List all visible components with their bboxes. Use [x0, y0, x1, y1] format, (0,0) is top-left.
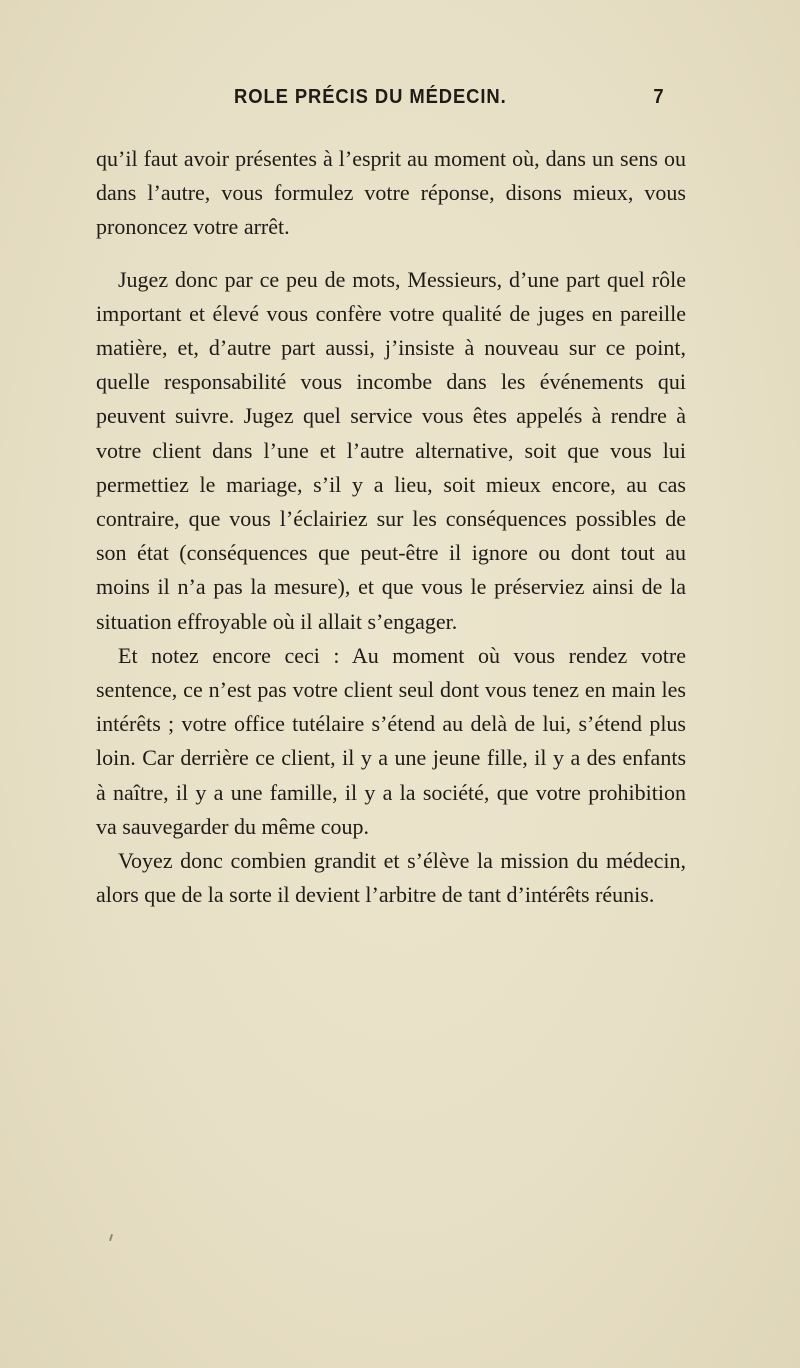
running-head: [96, 86, 665, 112]
body-text: [96, 142, 686, 912]
paragraph: Jugez donc par ce peu de mots, Messieurs, d’une part quel rôle important et élevé vous confère votre qualité de juges en pareille matière, et, d’autre part aussi, j’insiste à nouveau sur ce point, quelle responsabilité vous incombe dans les événements qui peuvent suivre. Jugez quel service vous êtes appelés à rendre à votre client dans l’une et l’autre alternative, soit que vous lui permettiez le mariage, s’il y a lieu, soit mieux encore, au cas contraire, que vous l’éclairiez sur les conséquences possibles de son état (conséquences que peut-être il ignore ou dont tout au moins il n’a pas la mesure), et que vous le préserviez ainsi de la situation effroyable où il allait s’engager.: [96, 266, 686, 634]
page-number: 7: [653, 86, 665, 108]
paper-speck: [109, 1234, 113, 1241]
paragraph: Voyez donc combien grandit et s’élève la mission du médecin, alors que de la sorte il devient l’arbitre de tant d’intérêts réunis.: [96, 848, 686, 908]
paragraph: qu’il faut avoir présentes à l’esprit au moment où, dans un sens ou dans l’autre, vous formulez votre réponse, disons mieux, vous prononcez votre arrêt.: [96, 146, 686, 240]
running-title: ROLE PRÉCIS DU MÉDECIN.: [234, 86, 507, 108]
paragraph: Et notez encore ceci : Au moment où vous rendez votre sentence, ce n’est pas votre client seul dont vous tenez en main les intérêts ; votre office tutélaire s’étend au delà de lui, s’étend plus loin. Car derrière ce client, il y a une jeune fille, il y a des enfants à naître, il y a une famille, il y a la société, que votre prohibition va sauvegarder du même coup.: [96, 642, 686, 839]
